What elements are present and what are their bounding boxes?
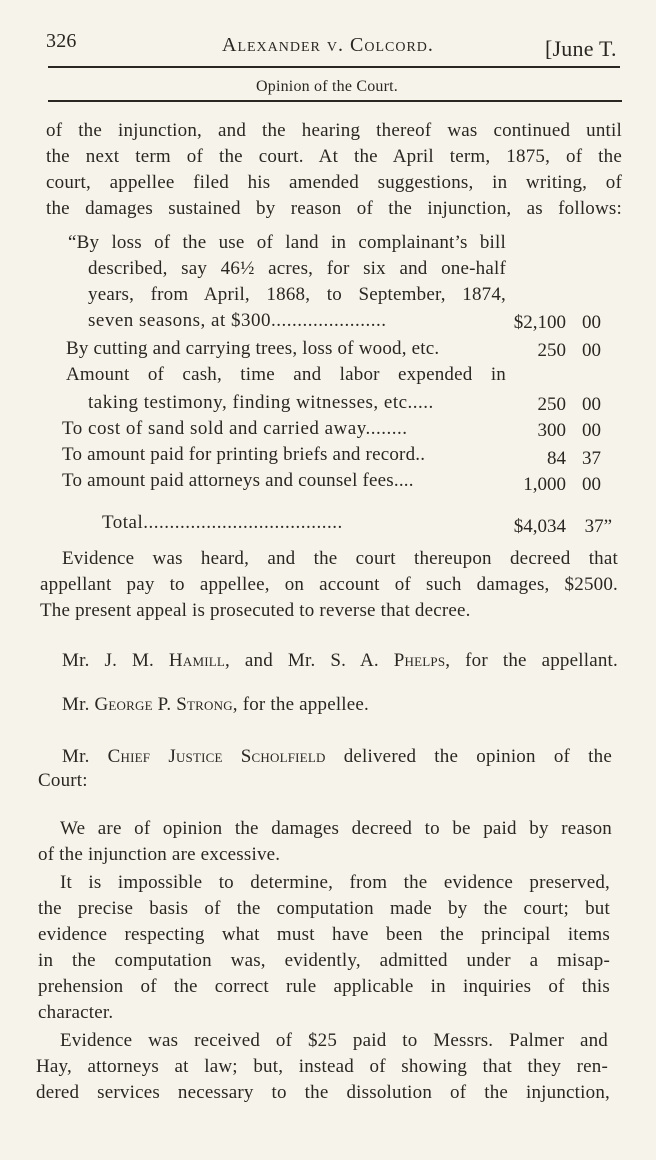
damages-cents: 00 — [582, 312, 601, 333]
text-line: appellant pay to appellee, on account of such damages, $2500. — [40, 574, 618, 595]
text-line: Evidence was received of $25 paid to Messrs. Palmer and — [60, 1030, 608, 1051]
damages-line: years, from April, 1868, to September, 1874, — [88, 284, 506, 305]
page-number: 326 — [46, 30, 77, 52]
section-subheading: Opinion of the Court. — [256, 78, 398, 95]
damages-line: By cutting and carrying trees, loss of wood, etc. — [66, 338, 440, 359]
damages-cents: 37 — [582, 448, 601, 469]
text-line: dered services necessary to the dissolution of the injunction, — [36, 1082, 610, 1103]
subheading-rule — [48, 100, 622, 102]
text-line: evidence respecting what must have been the principal items — [38, 924, 610, 945]
case-title: Alexander v. Colcord. — [222, 34, 434, 56]
damages-line: described, say 46½ acres, for six and one-half — [88, 258, 506, 279]
counsel-appellant: Mr. J. M. Hamill, and Mr. S. A. Phelps, for the appellant. — [62, 650, 618, 671]
damages-cents: 00 — [582, 420, 601, 441]
opinion-delivery-line2: Court: — [38, 770, 88, 791]
text-line: the damages sustained by reason of the injunction, as follows: — [46, 198, 622, 219]
text-line: The present appeal is prosecuted to reverse that decree. — [40, 600, 471, 621]
damages-amount: 250 — [537, 340, 566, 361]
text-line: We are of opinion the damages decreed to be paid by reason — [60, 818, 612, 839]
damages-cents: 00 — [582, 474, 601, 495]
text-line: Evidence was heard, and the court thereupon decreed that — [62, 548, 618, 569]
text-line: the next term of the court. At the April term, 1875, of the — [46, 146, 622, 167]
damages-line: “By loss of the use of land in complainant’s bill — [68, 232, 506, 253]
damages-cents: 00 — [582, 394, 601, 415]
damages-line: To cost of sand sold and carried away........ — [62, 418, 408, 439]
text-line: of the injunction are excessive. — [38, 844, 281, 865]
damages-amount: $2,100 — [513, 312, 566, 333]
total-label: Total...................................... — [102, 512, 343, 533]
damages-cents: 00 — [582, 340, 601, 361]
text-line: prehension of the correct rule applicable in inquiries of this — [38, 976, 610, 997]
counsel-appellee: Mr. George P. Strong, for the appellee. — [62, 694, 370, 715]
term-label: [June T. — [545, 36, 617, 61]
damages-amount: 84 — [547, 448, 566, 469]
total-amount: $4,034 — [513, 516, 566, 537]
damages-line: Amount of cash, time and labor expended in — [66, 364, 506, 385]
damages-line: To amount paid for printing briefs and record.. — [62, 444, 426, 465]
damages-line: To amount paid attorneys and counsel fees.... — [62, 470, 414, 491]
header-rule — [48, 66, 620, 68]
text-line: of the injunction, and the hearing thereof was continued until — [46, 120, 622, 141]
damages-amount: 300 — [537, 420, 566, 441]
text-line: court, appellee filed his amended suggestions, in writing, of — [46, 172, 622, 193]
total-cents: 37” — [584, 516, 612, 537]
opinion-delivery: Mr. Chief Justice Scholfield delivered the opinion of the — [62, 746, 612, 767]
damages-line: seven seasons, at $300...................... — [88, 310, 387, 331]
text-line: Hay, attorneys at law; but, instead of showing that they ren- — [36, 1056, 608, 1077]
damages-amount: 1,000 — [523, 474, 566, 495]
text-line: the precise basis of the computation made by the court; but — [38, 898, 610, 919]
damages-amount: 250 — [537, 394, 566, 415]
text-line: in the computation was, evidently, admitted under a misap- — [38, 950, 610, 971]
damages-line: taking testimony, finding witnesses, etc..... — [88, 392, 434, 413]
text-line: character. — [38, 1002, 114, 1023]
text-line: It is impossible to determine, from the evidence preserved, — [60, 872, 610, 893]
